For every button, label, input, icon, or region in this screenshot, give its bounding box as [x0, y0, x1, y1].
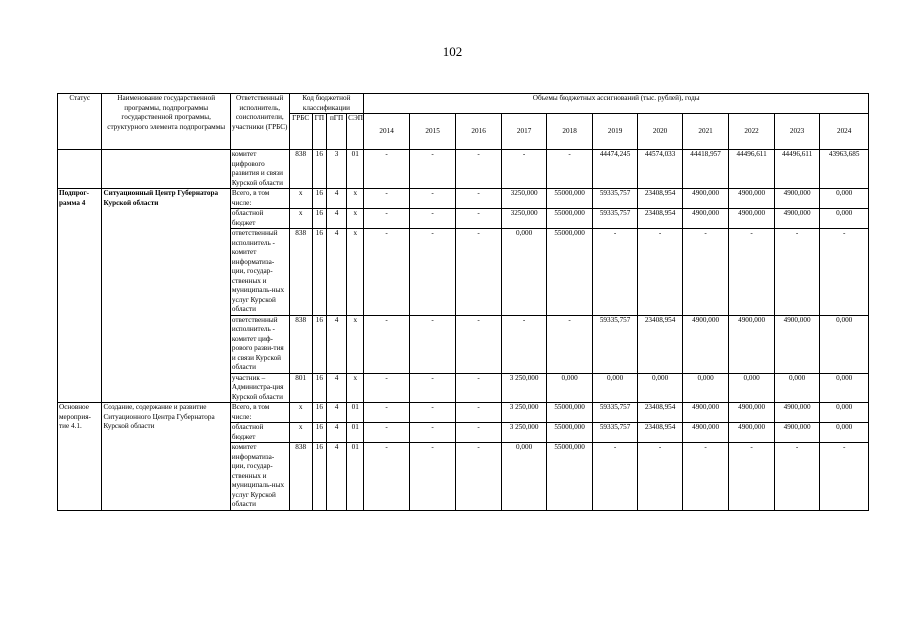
value-cell: 59335,757 — [592, 189, 638, 209]
code-cell: х — [347, 189, 364, 209]
code-cell: х — [347, 229, 364, 316]
value-cell: - — [409, 423, 456, 443]
value-cell: 23408,954 — [638, 403, 682, 423]
value-cell: - — [364, 229, 410, 316]
value-cell: - — [364, 373, 410, 403]
code-cell: 4 — [326, 229, 346, 316]
value-cell: 0,000 — [820, 373, 869, 403]
code-cell: 16 — [312, 150, 326, 189]
value-cell: 43963,685 — [820, 150, 869, 189]
volumes-group-header: Объемы бюджетных ассигнований (тыс. рублей), годы — [364, 94, 869, 114]
value-cell: - — [774, 229, 820, 316]
value-cell: 4900,000 — [682, 315, 729, 373]
executor-cell: Всего, в том числе: — [230, 403, 289, 423]
value-cell: 4900,000 — [682, 209, 729, 229]
value-cell: - — [409, 189, 456, 209]
value-cell: 23408,954 — [638, 315, 682, 373]
code-cell: 838 — [289, 150, 312, 189]
code-cell: 01 — [347, 423, 364, 443]
value-cell: 0,000 — [774, 373, 820, 403]
code-cell: 3 — [326, 150, 346, 189]
value-cell: - — [409, 443, 456, 511]
value-cell: - — [501, 315, 547, 373]
value-cell: - — [547, 315, 593, 373]
code-cell: 01 — [347, 150, 364, 189]
value-cell: - — [409, 373, 456, 403]
executor-cell: комитет информатиза-ции, государ-ственных и муниципаль-ных услуг Курской области — [230, 443, 289, 511]
value-cell: - — [682, 229, 729, 316]
value-cell: - — [547, 150, 593, 189]
value-cell: 3 250,000 — [501, 423, 547, 443]
code-cell: 4 — [326, 373, 346, 403]
value-cell: 3 250,000 — [501, 403, 547, 423]
table-row — [58, 189, 869, 209]
value-cell: 4900,000 — [774, 403, 820, 423]
value-cell: 0,000 — [820, 403, 869, 423]
value-cell: 4900,000 — [729, 315, 775, 373]
executor-cell: Всего, в том числе: — [230, 189, 289, 209]
name-header: Наименование государственной программы, подпрограммы государственной программы, структурного элемента подпрограммы — [102, 94, 230, 150]
value-cell: 0,000 — [501, 443, 547, 511]
code-cell: 16 — [312, 315, 326, 373]
code-cell: 838 — [289, 315, 312, 373]
code-cell: 16 — [312, 443, 326, 511]
value-cell: 4900,000 — [729, 423, 775, 443]
value-cell: 23408,954 — [638, 189, 682, 209]
code-cell: 16 — [312, 373, 326, 403]
code-cell: 4 — [326, 189, 346, 209]
year-header: 2020 — [638, 114, 682, 150]
name-cell — [102, 150, 230, 189]
code-cell: 16 — [312, 423, 326, 443]
value-cell: - — [456, 443, 502, 511]
code-cell: 4 — [326, 209, 346, 229]
value-cell: - — [409, 150, 456, 189]
value-cell: - — [820, 229, 869, 316]
value-cell: 4900,000 — [774, 189, 820, 209]
code-cell: 16 — [312, 403, 326, 423]
value-cell: 4900,000 — [729, 209, 775, 229]
value-cell: 3250,000 — [501, 189, 547, 209]
code-cell: х — [289, 209, 312, 229]
code-cell: 801 — [289, 373, 312, 403]
code-cell: 838 — [289, 443, 312, 511]
value-cell: - — [409, 209, 456, 229]
code-cell: 16 — [312, 209, 326, 229]
code-cell: х — [347, 315, 364, 373]
value-cell: 59335,757 — [592, 209, 638, 229]
value-cell: 0,000 — [592, 373, 638, 403]
value-cell: - — [364, 403, 410, 423]
year-header: 2019 — [592, 114, 638, 150]
value-cell: 23408,954 — [638, 209, 682, 229]
value-cell: 0,000 — [638, 373, 682, 403]
value-cell: - — [456, 150, 502, 189]
value-cell: - — [501, 150, 547, 189]
table-row — [58, 403, 869, 423]
year-header: 2024 — [820, 114, 869, 150]
value-cell: 4900,000 — [729, 189, 775, 209]
executor-cell: областной бюджет — [230, 423, 289, 443]
value-cell: 0,000 — [820, 315, 869, 373]
value-cell: - — [682, 443, 729, 511]
code-header: ГРБС — [289, 114, 312, 150]
year-header: 2015 — [409, 114, 456, 150]
year-header: 2018 — [547, 114, 593, 150]
value-cell: - — [364, 423, 410, 443]
name-cell: Ситуационный Центр Губернатора Курской области — [102, 189, 230, 403]
value-cell: - — [774, 443, 820, 511]
value-cell: - — [456, 315, 502, 373]
page-number: 102 — [442, 44, 463, 59]
value-cell: - — [409, 315, 456, 373]
value-cell: - — [638, 229, 682, 316]
value-cell: 59335,757 — [592, 315, 638, 373]
value-cell: 3 250,000 — [501, 373, 547, 403]
budget-table — [57, 93, 869, 511]
code-cell: 16 — [312, 189, 326, 209]
status-cell: Подпрог-рамма 4 — [58, 189, 102, 403]
value-cell: - — [364, 209, 410, 229]
code-cell: х — [289, 189, 312, 209]
value-cell: - — [364, 189, 410, 209]
executor-header: Ответственный исполнитель, соисполнители, участники (ГРБС) — [230, 94, 289, 150]
year-header: 2016 — [456, 114, 502, 150]
table-row — [58, 150, 869, 189]
value-cell: 0,000 — [820, 189, 869, 209]
value-cell: 55000,000 — [547, 209, 593, 229]
code-header: СЭП — [347, 114, 364, 150]
value-cell: 0,000 — [547, 373, 593, 403]
executor-cell: комитет цифрового развития и связи Курской области — [230, 150, 289, 189]
code-cell: 4 — [326, 443, 346, 511]
value-cell: - — [456, 423, 502, 443]
value-cell: 55000,000 — [547, 229, 593, 316]
value-cell: 55000,000 — [547, 189, 593, 209]
executor-cell: ответственный исполнитель - комитет информатиза-ции, государ-ственных и муниципаль-ных услуг Курской области — [230, 229, 289, 316]
value-cell: 55000,000 — [547, 443, 593, 511]
value-cell: 0,000 — [501, 229, 547, 316]
value-cell: 44474,245 — [592, 150, 638, 189]
value-cell: - — [456, 209, 502, 229]
value-cell: 4900,000 — [682, 403, 729, 423]
year-header: 2014 — [364, 114, 410, 150]
value-cell: - — [409, 403, 456, 423]
code-cell: 4 — [326, 403, 346, 423]
code-cell: 01 — [347, 403, 364, 423]
value-cell: 55000,000 — [547, 423, 593, 443]
code-header: ГП — [312, 114, 326, 150]
value-cell: 3250,000 — [501, 209, 547, 229]
code-cell: х — [289, 403, 312, 423]
value-cell: 0,000 — [820, 423, 869, 443]
value-cell: 4900,000 — [774, 423, 820, 443]
value-cell: - — [456, 403, 502, 423]
value-cell: - — [409, 229, 456, 316]
code-cell: х — [289, 423, 312, 443]
code-cell: 838 — [289, 229, 312, 316]
value-cell: 4900,000 — [682, 189, 729, 209]
year-header: 2021 — [682, 114, 729, 150]
code-header: пГП — [326, 114, 346, 150]
value-cell: - — [729, 229, 775, 316]
value-cell: - — [592, 443, 638, 511]
value-cell: 4900,000 — [774, 209, 820, 229]
value-cell: - — [364, 443, 410, 511]
value-cell: - — [456, 373, 502, 403]
value-cell: 55000,000 — [547, 403, 593, 423]
code-cell: 4 — [326, 423, 346, 443]
value-cell: 23408,954 — [638, 423, 682, 443]
year-header: 2022 — [729, 114, 775, 150]
value-cell: - — [729, 443, 775, 511]
status-cell: Основное мероприя-тие 4.1. — [58, 403, 102, 511]
code-cell: 01 — [347, 443, 364, 511]
year-header: 2023 — [774, 114, 820, 150]
name-cell: Создание, содержание и развитие Ситуационного Центра Губернатора Курской области — [102, 403, 230, 511]
value-cell: - — [364, 150, 410, 189]
value-cell: 59335,757 — [592, 423, 638, 443]
value-cell: 4900,000 — [729, 403, 775, 423]
value-cell: 44574,033 — [638, 150, 682, 189]
value-cell: 4900,000 — [774, 315, 820, 373]
value-cell: 59335,757 — [592, 403, 638, 423]
value-cell: - — [638, 443, 682, 511]
executor-cell: ответственный исполнитель - комитет циф-рового разви-тия и связи Курской области — [230, 315, 289, 373]
executor-cell: областной бюджет — [230, 209, 289, 229]
value-cell: - — [364, 315, 410, 373]
value-cell: - — [592, 229, 638, 316]
value-cell: 4900,000 — [682, 423, 729, 443]
value-cell: - — [456, 189, 502, 209]
status-header: Статус — [58, 94, 102, 150]
value-cell: 0,000 — [729, 373, 775, 403]
year-header: 2017 — [501, 114, 547, 150]
value-cell: 0,000 — [682, 373, 729, 403]
value-cell: - — [820, 443, 869, 511]
code-group-header: Код бюджетной классификации — [289, 94, 364, 114]
value-cell: 44496,611 — [729, 150, 775, 189]
code-cell: х — [347, 209, 364, 229]
status-cell — [58, 150, 102, 189]
code-cell: х — [347, 373, 364, 403]
value-cell: 44496,611 — [774, 150, 820, 189]
value-cell: 44418,957 — [682, 150, 729, 189]
value-cell: - — [456, 229, 502, 316]
executor-cell: участник – Администра-ция Курской области — [230, 373, 289, 403]
code-cell: 4 — [326, 315, 346, 373]
value-cell: 0,000 — [820, 209, 869, 229]
code-cell: 16 — [312, 229, 326, 316]
